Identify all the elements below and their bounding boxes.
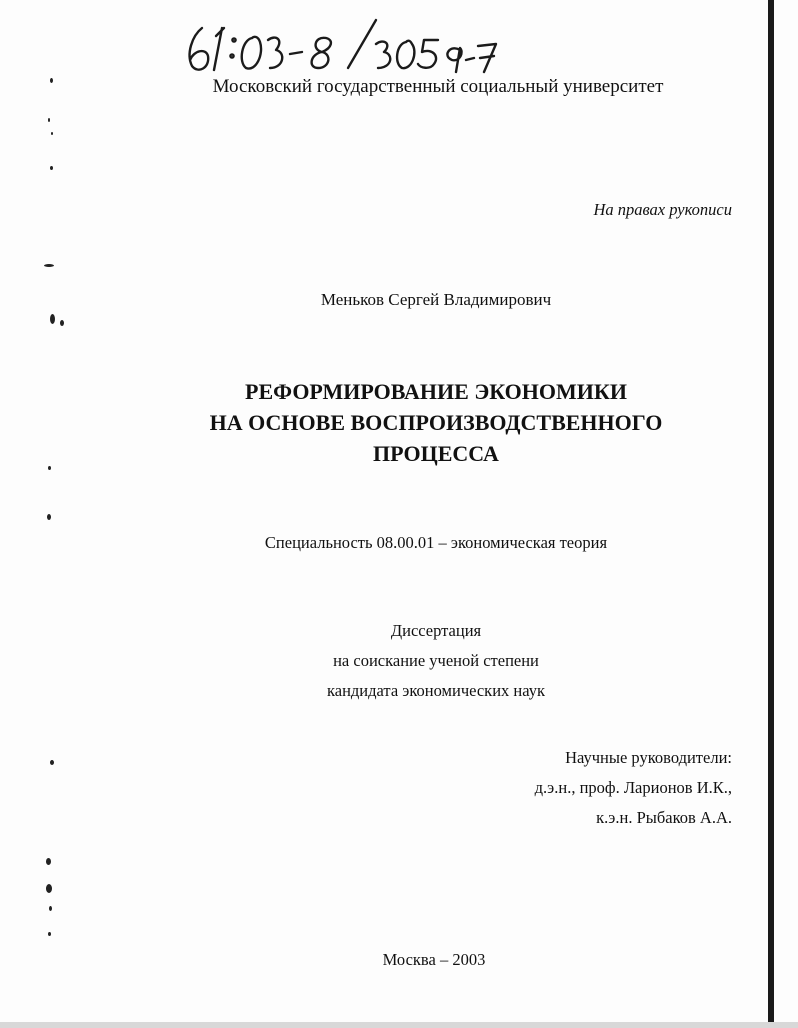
scan-speck: [44, 264, 54, 267]
supervisor-first: д.э.н., проф. Ларионов И.К.,: [534, 778, 732, 797]
scan-edge-bottom: [0, 1022, 798, 1028]
title-line: ПРОЦЕССА: [373, 441, 499, 466]
scan-edge: [768, 0, 774, 1028]
handwritten-archive-number-drawing: [180, 6, 500, 76]
title-line: РЕФОРМИРОВАНИЕ ЭКОНОМИКИ: [245, 379, 627, 404]
degree-purpose: на соискание ученой степени: [333, 651, 539, 670]
scan-speck: [60, 320, 64, 326]
scan-speck: [51, 132, 53, 135]
university-name: Московский государственный социальный университет: [212, 76, 664, 97]
scan-speck: [46, 884, 52, 893]
scan-speck: [46, 858, 51, 865]
scan-speck: [47, 514, 51, 520]
handwritten-archive-number: [180, 6, 500, 76]
title-line: НА ОСНОВЕ ВОСПРОИЗВОДСТВЕННОГО: [209, 410, 663, 435]
supervisors-block: [535, 743, 732, 833]
supervisors-heading: Научные руководители:: [565, 748, 732, 767]
scan-speck: [48, 118, 50, 122]
manuscript-rights-note: На правах рукописи: [593, 200, 732, 219]
dissertation-title: [0, 376, 798, 469]
city-year: Москва – 2003: [382, 950, 486, 969]
scan-speck: [48, 932, 51, 936]
degree-name: кандидата экономических наук: [326, 681, 545, 700]
supervisor-second: к.э.н. Рыбаков А.А.: [596, 808, 732, 827]
specialty-line: Специальность 08.00.01 – экономическая теория: [264, 533, 608, 552]
dissertation-degree-block: [0, 616, 798, 706]
scan-speck: [49, 906, 52, 911]
scan-speck: [50, 166, 53, 170]
dissertation-label: Диссертация: [390, 621, 482, 640]
scan-speck: [50, 314, 55, 324]
scan-speck: [50, 760, 54, 765]
author-name: Меньков Сергей Владимирович: [320, 290, 552, 309]
